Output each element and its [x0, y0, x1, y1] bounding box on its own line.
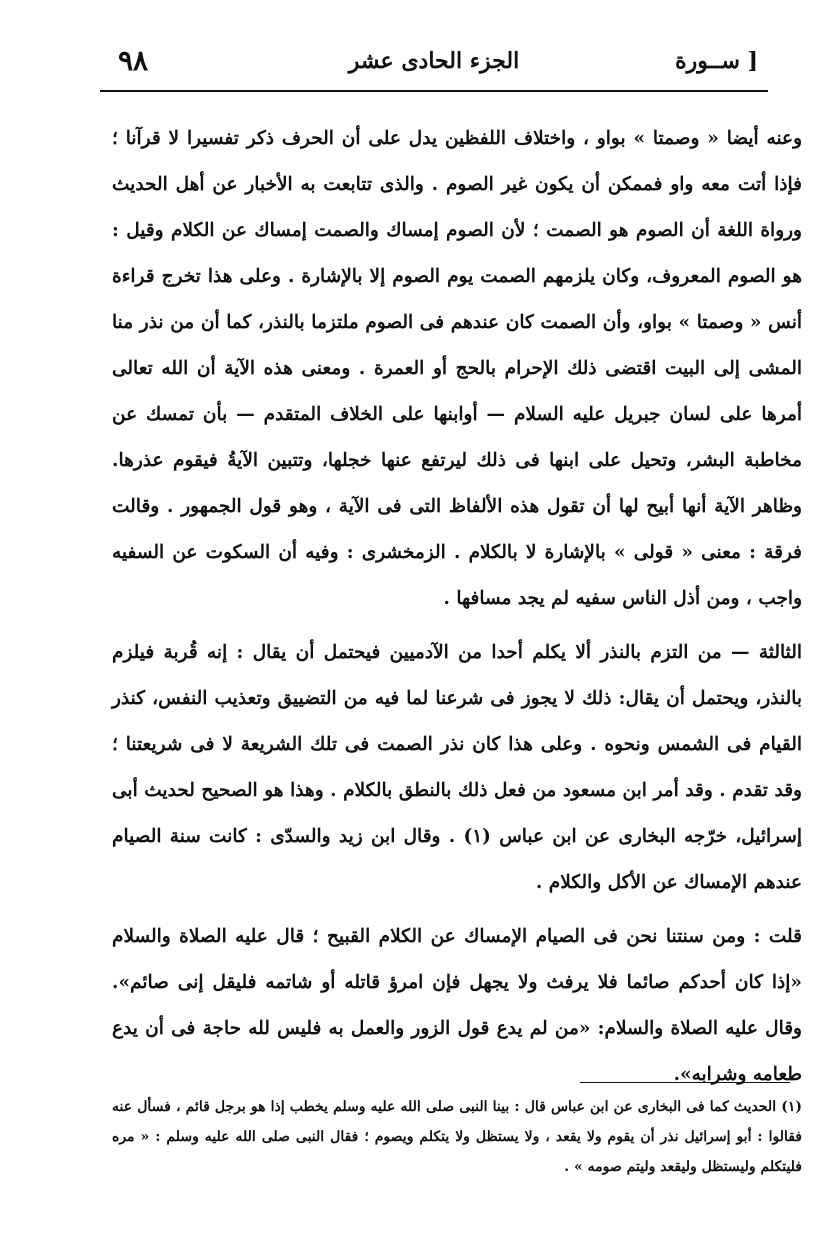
main-text — [112, 116, 802, 1098]
surah-label: [ ســورة — [675, 48, 758, 74]
paragraph: وعنه أيضا « وصمتا » بواو ، واختلاف اللفظين يدل على أن الحرف ذكر تفسيرا لا قرآنا ؛ فإذا أتت معه واو فممكن أن يكون غير الصوم . والذى تتابعت به الأخبار عن أهل الحديث ورواة اللغة أن الصوم هو الصمت ؛ لأن الصوم إمساك والصمت إمساك عن الكلام وقيل : هو الصوم المعروف، وكان يلزمهم الصمت يوم الصوم إلا بالإشارة . وعلى هذا تخرج قراءة أنس « وصمتا » بواو، وأن الصمت كان عندهم فى الصوم ملتزما بالنذر، كما أن من نذر منا المشى إلى البيت اقتضى ذلك الإحرام بالحج أو العمرة . ومعنى هذه الآية أن الله تعالى أمرها على لسان جبريل عليه السلام — أوابنها على الخلاف المتقدم — بأن تمسك عن مخاطبة البشر، وتحيل على ابنها فى ذلك ليرتفع عنها خجلها، وتتبين الآيةُ فيقوم عذرها. وظاهر الآية أنها أبيح لها أن تقول هذه الألفاظ التى فى الآية ، وهو قول الجمهور . وقالت فرقة : معنى « قولى » بالإشارة لا بالكلام . الزمخشرى : وفيه أن السكوت عن السفيه واجب ، ومن أذل الناس سفيه لم يجد مسافها . — [112, 128, 802, 609]
paragraph: الثالثة — من التزم بالنذر ألا يكلم أحدا من الآدميين فيحتمل أن يقال : إنه قُربة فيلزم بالنذر، ويحتمل أن يقال: ذلك لا يجوز فى شرعنا لما فيه من التضييق وتعذيب النفس، كنذر القيام فى الشمس ونحوه . وعلى هذا كان نذر الصمت فى تلك الشريعة لا فى شريعتنا ؛ وقد تقدم . وقد أمر ابن مسعود من فعل ذلك بالنطق بالكلام . وهذا هو الصحيح لحديث أبى إسرائيل، خرّجه البخارى عن ابن عباس (١) . وقال ابن زيد والسدّى : كانت سنة الصيام عندهم الإمساك عن الأكل والكلام . — [112, 642, 802, 893]
page-header — [100, 42, 768, 92]
header-rule — [100, 90, 768, 92]
paragraph: قلت : ومن سنتنا نحن فى الصيام الإمساك عن الكلام القبيح ؛ قال عليه الصلاة والسلام «إذا كان أحدكم صائما فلا يرفث ولا يجهل فإن امرؤ قاتله أو شاتمه فليقل إنى صائم». وقال عليه الصلاة والسلام: «من لم يدع قول الزور والعمل به فليس لله حاجة فى أن يدع طعامه وشرابه». — [112, 926, 802, 1085]
footnote-rule — [580, 1082, 790, 1083]
footnotes — [112, 1092, 802, 1182]
page-number: ٩٨ — [118, 44, 149, 77]
footnote: (١) الحديث كما فى البخارى عن ابن عباس قال : بينا النبى صلى الله عليه وسلم يخطب إذا هو برجل قائم ، فسأل عنه فقالوا : أبو إسرائيل نذر أن يقوم ولا يقعد ، ولا يستظل ولا يتكلم ويصوم ؛ فقال النبى صلى الله عليه وسلم : « مره فليتكلم وليستظل وليقعد وليتم صومه » . — [112, 1099, 802, 1175]
running-title: الجزء الحادى عشر — [348, 48, 520, 74]
